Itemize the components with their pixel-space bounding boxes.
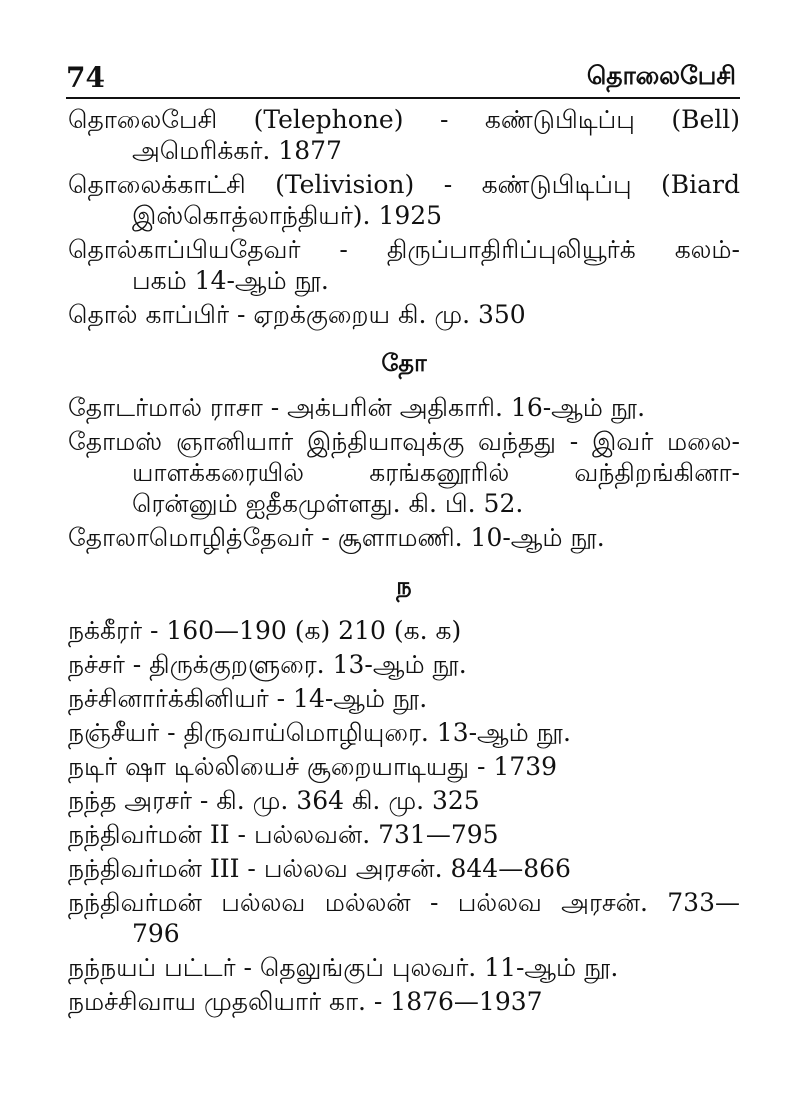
entry-line: நந்திவர்மன் பல்லவ மல்லன் - பல்லவ அரசன். 733—: [68, 888, 740, 917]
entry-line: தோடர்மால் ராசா - அக்பரின் அதிகாரி. 16-ஆம் நூ.: [68, 393, 646, 422]
entry-continuation: யாளக்கரையில் கரங்கனூரில் வந்திறங்கினா-: [132, 458, 740, 487]
entry-line: தொல்காப்பியதேவர் - திருப்பாதிரிப்புலியூர்க் கலம்-: [68, 235, 740, 264]
running-head: தொலைபேசி: [586, 61, 736, 90]
entry: [68, 683, 740, 714]
entry-line: நஞ்சீயர் - திருவாய்மொழியுரை. 13-ஆம் நூ.: [68, 718, 571, 747]
entry: [68, 751, 740, 782]
entry-line: தோமஸ் ஞானியார் இந்தியாவுக்கு வந்தது - இவர் மலை-: [68, 427, 740, 456]
entry: [68, 522, 740, 553]
section-heading: ந: [396, 572, 412, 600]
entry: [68, 717, 740, 748]
entry-line: நந்த அரசர் - கி. மு. 364 கி. மு. 325: [68, 786, 480, 815]
entry-continuation: பகம் 14-ஆம் நூ.: [132, 266, 329, 295]
entry-line: நந்நயப் பட்டர் - தெலுங்குப் புலவர். 11-ஆம் நூ.: [68, 953, 619, 982]
entry-line: நந்திவர்மன் III - பல்லவ அரசன். 844—866: [68, 854, 571, 883]
entry: [68, 299, 740, 330]
entry-continuation: இஸ்கொத்லாந்தியர்). 1925: [132, 201, 443, 230]
entry-line: நச்சினார்க்கினியர் - 14-ஆம் நூ.: [68, 684, 428, 713]
entry-line: நந்திவர்மன் II - பல்லவன். 731—795: [68, 820, 499, 849]
entry-line: நச்சர் - திருக்குறளுரை. 13-ஆம் நூ.: [68, 650, 467, 679]
entry: [68, 819, 740, 850]
entry-line: தொலைக்காட்சி (Telivision) - கண்டுபிடிப்பு (Biard: [68, 170, 740, 199]
entry-line: தொலைபேசி (Telephone) - கண்டுபிடிப்பு (Bell): [68, 105, 740, 134]
entry: [68, 785, 740, 816]
entry: [68, 649, 740, 680]
entry: [68, 104, 740, 166]
page-header: [66, 48, 736, 94]
entry: [68, 169, 740, 231]
entry: [68, 426, 740, 519]
entry: [68, 392, 740, 423]
page-number: 74: [66, 61, 105, 94]
entry: [68, 615, 740, 646]
entry: [68, 986, 740, 1017]
entry: [68, 853, 740, 884]
entry-continuation: ரென்னும் ஐதீகமுள்ளது. கி. பி. 52.: [132, 489, 524, 518]
entry-line: தொல் காப்பிர் - ஏறக்குறைய கி. மு. 350: [68, 300, 526, 329]
entry-line: நக்கீரர் - 160—190 (க) 210 (க. க): [68, 616, 462, 645]
entry-continuation: 796: [132, 919, 180, 948]
section-heading: தோ: [381, 349, 427, 377]
entry: [68, 234, 740, 296]
entry-line: நமச்சிவாய முதலியார் கா. - 1876—1937: [68, 987, 543, 1016]
entry: [68, 887, 740, 949]
entry-line: தோலாமொழித்தேவர் - சூளாமணி. 10-ஆம் நூ.: [68, 523, 605, 552]
entry: [68, 952, 740, 983]
header-rule: [66, 97, 740, 99]
entry-continuation: அமெரிக்கர். 1877: [132, 136, 342, 165]
entry-line: நடிர் ஷா டில்லியைச் சூறையாடியது - 1739: [68, 752, 558, 781]
page-body: [68, 104, 740, 1020]
